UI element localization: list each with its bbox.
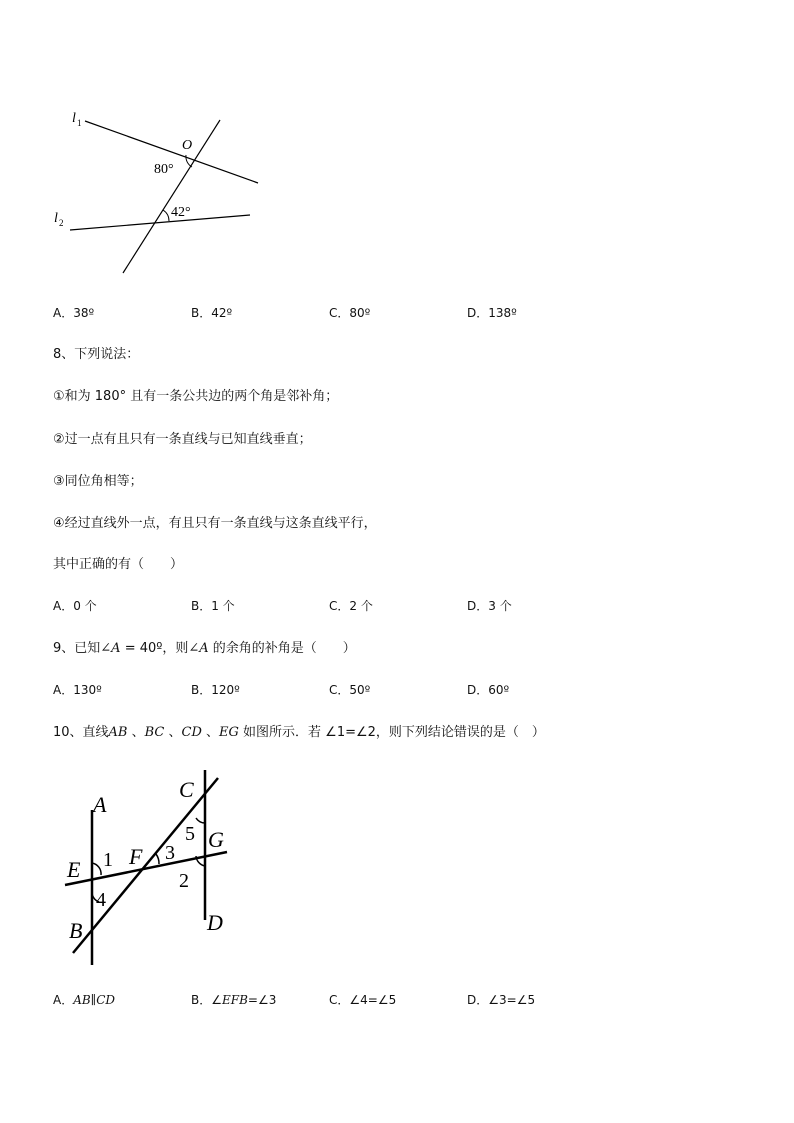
q10-option-b[interactable] (191, 992, 276, 1008)
label-42: 42° (171, 205, 191, 220)
label-3: 3 (165, 842, 175, 864)
q10-sep-2: 、 (164, 725, 182, 740)
figure-parallel-lines (55, 765, 245, 970)
q8-statement-4: ④经过直线外一点，有且只有一条直线与这条直线平行， (53, 516, 377, 531)
label-f: F (129, 844, 143, 869)
q9-angle-a: ∠A (100, 641, 121, 656)
q10-sep-1: 、 (127, 725, 145, 740)
q9-text-2: = 40º，则 (120, 641, 189, 656)
label-l2-sub: 2 (59, 218, 64, 228)
q10-line-bc: BC (144, 725, 165, 740)
q10-sep-3: 、 (201, 725, 220, 740)
q10-option-c[interactable]: C．∠4=∠5 (329, 993, 397, 1007)
q9-option-c[interactable]: C．50º (329, 683, 371, 697)
q8-statement-3: ③同位角相等； (53, 474, 143, 489)
q10-option-b-prefix: B．∠ (191, 993, 222, 1007)
angle-arc-5 (196, 818, 205, 823)
q10-option-a[interactable] (53, 992, 115, 1008)
label-80: 80° (154, 162, 174, 177)
q9-text-1: 9、已知 (53, 641, 101, 656)
label-g: G (208, 827, 224, 852)
label-2: 2 (179, 870, 189, 892)
line-eg (65, 852, 227, 885)
q10-stem (53, 724, 545, 742)
label-a: A (93, 792, 107, 817)
q10-text-2: 如图所示．若 ∠1=∠2，则下列结论错误的是（ ） (238, 725, 545, 740)
q8-option-c[interactable]: C．2 个 (329, 599, 373, 613)
q9-option-b[interactable]: B．120º (191, 683, 240, 697)
q10-line-ab: AB (108, 725, 128, 740)
q10-text-1: 10、直线 (53, 725, 109, 740)
q8-statement-1: ①和为 180° 且有一条公共边的两个角是邻补角； (53, 389, 339, 404)
q8-statement-2: ②过一点有且只有一条直线与已知直线垂直； (53, 432, 312, 447)
q10-option-d[interactable]: D．∠3=∠5 (467, 993, 536, 1007)
q8-option-b[interactable]: B．1 个 (191, 599, 235, 613)
q7-option-a[interactable]: A．38º (53, 306, 95, 320)
q10-option-a-prefix: A． (53, 993, 74, 1007)
label-c: C (179, 777, 194, 802)
q9-angle-a-2: ∠A (188, 641, 209, 656)
q10-line-eg: EG (219, 725, 239, 740)
angle-arc-1 (92, 863, 101, 875)
label-4: 4 (96, 889, 106, 911)
line-l2 (70, 215, 250, 230)
q9-text-3: 的余角的补角是（ ） (208, 641, 356, 656)
q9-stem (53, 640, 356, 658)
q9-option-d[interactable]: D．60º (467, 683, 510, 697)
angle-arc-3 (156, 854, 159, 864)
label-l1-sub: 1 (77, 118, 82, 128)
q7-option-d[interactable]: D．138º (467, 306, 517, 320)
q8-option-a[interactable]: A．0 个 (53, 599, 97, 613)
q7-option-c[interactable]: C．80º (329, 306, 371, 320)
q8-stem: 8、下列说法： (53, 347, 140, 362)
label-e: E (67, 857, 81, 882)
q7-option-b[interactable]: B．42º (191, 306, 233, 320)
label-o: O (182, 138, 193, 153)
q10-option-b-suffix: =∠3 (247, 993, 277, 1007)
label-l1: l (72, 111, 76, 126)
q10-option-a-math: AB∥CD (73, 993, 116, 1007)
figure-angles-lines (40, 100, 280, 280)
q8-option-d[interactable]: D．3 个 (467, 599, 512, 613)
q8-question: 其中正确的有（ ） (53, 557, 184, 572)
q10-line-cd: CD (181, 725, 202, 740)
label-1: 1 (103, 849, 113, 871)
arc-42 (163, 210, 169, 221)
label-5: 5 (185, 823, 195, 845)
label-d: D (207, 910, 223, 935)
transversal-line (123, 120, 220, 273)
label-l2: l (54, 211, 58, 226)
q10-option-b-math: EFB (222, 993, 248, 1007)
label-b: B (69, 918, 83, 943)
q9-option-a[interactable]: A．130º (53, 683, 102, 697)
